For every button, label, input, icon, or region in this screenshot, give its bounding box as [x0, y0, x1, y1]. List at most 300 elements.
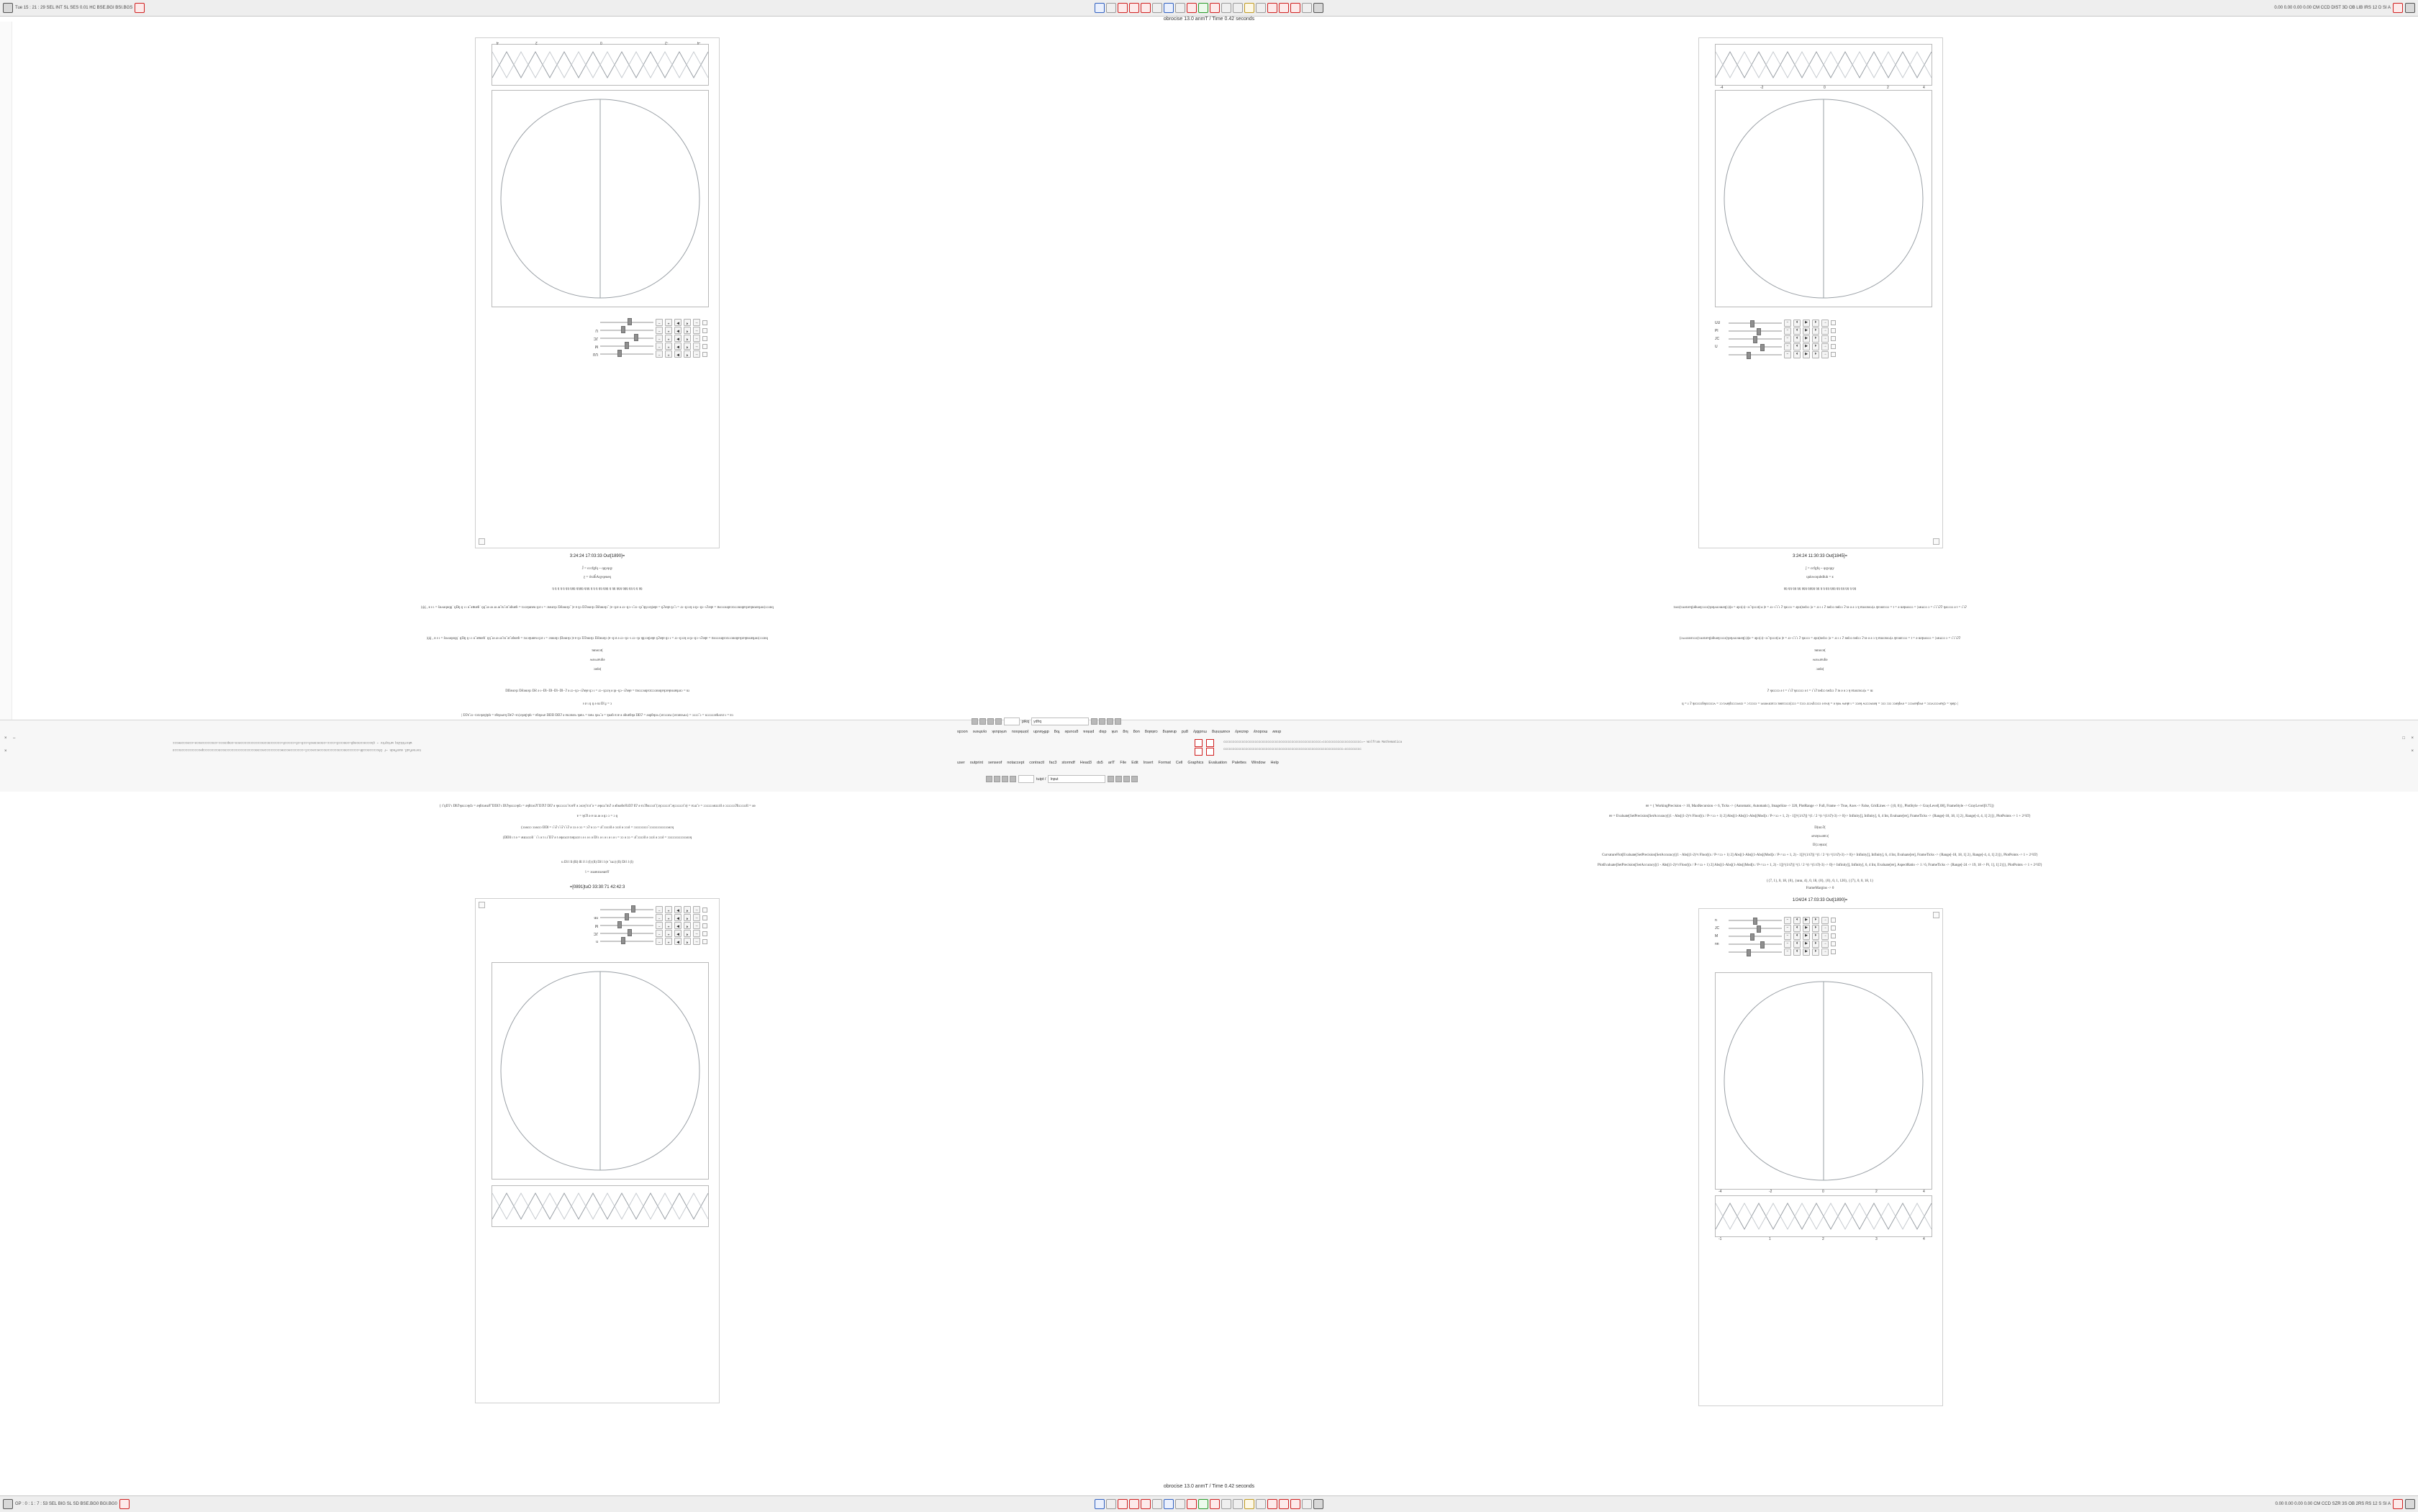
notebook-strip[interactable] [0, 720, 2418, 793]
line-icon[interactable] [1164, 1499, 1174, 1509]
slider-step-fwd-button[interactable]: + [665, 343, 672, 350]
slider-play-button[interactable]: ▶ [674, 938, 682, 946]
zoom-out-icon[interactable] [1210, 1499, 1220, 1509]
cursor-icon[interactable] [1095, 3, 1105, 13]
swatch[interactable] [1123, 776, 1130, 782]
layers-icon[interactable] [1233, 3, 1243, 13]
slider-thumb[interactable] [625, 343, 629, 350]
menu-item[interactable]: contractl [1029, 761, 1044, 765]
record-icon[interactable] [135, 3, 145, 13]
menu-item[interactable]: Graphics [1187, 761, 1204, 765]
polygon-icon[interactable] [1175, 1499, 1185, 1509]
bottom-toolbar[interactable] [0, 1495, 2418, 1512]
slider-row[interactable] [492, 327, 707, 335]
slider-track[interactable] [1729, 346, 1782, 348]
slider-minus-button[interactable]: − [656, 320, 663, 327]
input-bar-top[interactable] [972, 717, 1121, 725]
slider-step-fwd-button[interactable]: + [665, 931, 672, 938]
swatch-group-2[interactable] [1091, 718, 1121, 725]
slider-play-button[interactable]: ▶ [674, 931, 682, 938]
input-field-bottom[interactable]: Input [1048, 775, 1105, 783]
resize-handle[interactable] [479, 902, 485, 908]
slider-next-button[interactable]: → [1821, 343, 1829, 350]
pane-bottom-left[interactable] [0, 792, 1209, 1500]
slider-minus-button[interactable]: − [656, 907, 663, 914]
slider-minus-button[interactable]: − [1784, 327, 1791, 335]
stop-icon[interactable] [1118, 1499, 1128, 1509]
slider-track[interactable] [1729, 936, 1782, 937]
slider-track[interactable] [1729, 928, 1782, 929]
menu-item[interactable]: examining [1212, 729, 1231, 733]
marker-icon[interactable] [1206, 739, 1214, 747]
input-mini-field[interactable] [1018, 775, 1034, 783]
slider-step-back-button[interactable]: ⏴ [684, 335, 691, 343]
plot-card-bottom-left[interactable] [475, 898, 720, 1403]
slider-step-back-button[interactable]: ⏴ [1793, 917, 1801, 924]
slider-dot-icon[interactable] [1831, 328, 1836, 333]
panel-icon[interactable] [1313, 1499, 1323, 1509]
marker-icon[interactable] [1195, 739, 1203, 747]
slider-play-button[interactable]: ▶ [1803, 343, 1810, 350]
settings-icon[interactable] [1256, 1499, 1266, 1509]
slider-thumb[interactable] [634, 335, 638, 342]
rect-icon[interactable] [1141, 3, 1151, 13]
menu-item[interactable]: Help [1270, 761, 1279, 765]
menu-item[interactable]: disp [1099, 729, 1107, 733]
slider-step-fwd-button[interactable]: ⏵ [1812, 320, 1819, 327]
slider-minus-button[interactable]: − [1784, 351, 1791, 358]
slider-dot-icon[interactable] [702, 320, 707, 325]
slider-row[interactable] [492, 906, 707, 914]
slider-step-back-button[interactable]: ⏴ [1793, 941, 1801, 948]
slider-next-button[interactable]: → [1821, 320, 1829, 327]
slider-play-button[interactable]: ▶ [1803, 335, 1810, 343]
slider-minus-button[interactable]: − [1784, 925, 1791, 932]
slider-row[interactable] [1715, 948, 1931, 956]
superellipse-plot-bottom-left[interactable] [492, 962, 709, 1180]
slider-step-back-button[interactable]: ⏴ [1793, 925, 1801, 932]
slider-group-top-left[interactable] [492, 319, 707, 358]
menu-item[interactable]: dezsely [1235, 729, 1249, 733]
slider-dot-icon[interactable] [1831, 941, 1836, 946]
menu-item[interactable]: notaccept [1007, 761, 1025, 765]
menu-item[interactable]: user [957, 761, 965, 765]
menu-item[interactable]: Window [1251, 761, 1266, 765]
menu-item[interactable]: pintea [1083, 729, 1095, 733]
swatch[interactable] [995, 718, 1002, 725]
slider-row[interactable] [492, 335, 707, 343]
select-icon[interactable] [1106, 1499, 1116, 1509]
slider-row[interactable] [492, 930, 707, 938]
plot-card-top-right[interactable] [1698, 37, 1943, 548]
bottom-toolbar-left-group[interactable] [0, 1499, 130, 1509]
slider-thumb[interactable] [1750, 933, 1754, 941]
slider-thumb[interactable] [1753, 336, 1757, 343]
slider-dot-icon[interactable] [1831, 933, 1836, 938]
marker-icon[interactable] [1195, 748, 1203, 756]
menu-item[interactable]: unkdusk [992, 729, 1007, 733]
input-mini-field[interactable] [1004, 717, 1020, 725]
slider-thumb[interactable] [1750, 320, 1754, 327]
pane-bottom-right[interactable] [1209, 792, 2418, 1500]
record-icon[interactable] [119, 1499, 130, 1509]
slider-prev-button[interactable]: ← [693, 915, 700, 922]
plot-card-top-left[interactable] [475, 37, 720, 548]
slider-row[interactable] [492, 350, 707, 358]
slider-track[interactable] [1729, 920, 1782, 921]
cursor-icon[interactable] [1095, 1499, 1105, 1509]
close-icon[interactable] [2393, 3, 2403, 13]
swatch-group-2[interactable] [1108, 776, 1138, 782]
slider-row[interactable] [1715, 932, 1931, 940]
slider-step-fwd-button[interactable]: + [665, 320, 672, 327]
slider-play-button[interactable]: ▶ [674, 335, 682, 343]
maximize-icon[interactable] [2405, 1499, 2415, 1509]
menu-item[interactable]: jointelsou [1011, 729, 1029, 733]
menu-item[interactable]: oyshere [972, 729, 987, 733]
slider-minus-button[interactable]: − [1784, 320, 1791, 327]
slider-track[interactable] [600, 925, 653, 927]
slider-minus-button[interactable]: − [656, 351, 663, 358]
slider-play-button[interactable]: ▶ [1803, 925, 1810, 932]
zigzag-plot-top-left[interactable]: 4 2 0 -2 -4 [492, 44, 709, 86]
close-doc-icon[interactable] [1290, 1499, 1300, 1509]
slider-step-fwd-button[interactable]: ⏵ [1812, 949, 1819, 956]
slider-thumb[interactable] [1760, 941, 1765, 949]
slider-step-fwd-button[interactable]: ⏵ [1812, 351, 1819, 358]
slider-track[interactable] [600, 354, 653, 356]
slider-step-fwd-button[interactable]: + [665, 327, 672, 335]
slider-thumb[interactable] [628, 930, 632, 937]
slider-prev-button[interactable]: ← [693, 931, 700, 938]
settings-icon[interactable] [1256, 3, 1266, 13]
menu-item[interactable]: grid [1181, 729, 1189, 733]
menu-row-bottom[interactable] [957, 761, 1279, 765]
slider-track[interactable] [1729, 943, 1782, 945]
slider-next-button[interactable]: → [1821, 335, 1829, 343]
slider-step-fwd-button[interactable]: + [665, 938, 672, 946]
slider-step-back-button[interactable]: ⏴ [1793, 343, 1801, 350]
menu-item[interactable]: ditRavdn [1033, 729, 1049, 733]
slider-row[interactable] [1715, 916, 1931, 924]
slider-thumb[interactable] [625, 914, 629, 921]
menu-item[interactable]: arlT [1108, 761, 1115, 765]
slider-row[interactable] [1715, 319, 1931, 327]
resize-handle[interactable] [479, 538, 485, 545]
slider-next-button[interactable]: → [1821, 949, 1829, 956]
slider-dot-icon[interactable] [1831, 352, 1836, 357]
swatch[interactable] [1107, 718, 1113, 725]
slider-minus-button[interactable]: − [1784, 949, 1791, 956]
slider-group-top-right[interactable] [1715, 319, 1931, 358]
slider-thumb[interactable] [1760, 344, 1765, 351]
maximize-icon[interactable]: □ [2402, 736, 2405, 741]
input-field-top[interactable]: ydfrq [1031, 717, 1089, 725]
slider-dot-icon[interactable] [702, 344, 707, 349]
slider-prev-button[interactable]: ← [693, 907, 700, 914]
close-doc-icon[interactable] [1290, 3, 1300, 13]
slider-dot-icon[interactable] [702, 352, 707, 357]
slider-step-fwd-button[interactable]: ⏵ [1812, 335, 1819, 343]
slider-minus-button[interactable]: − [1784, 933, 1791, 940]
slider-track[interactable] [600, 910, 653, 911]
slider-row[interactable] [492, 938, 707, 946]
menu-item[interactable]: Evaluation [1208, 761, 1228, 765]
slider-step-fwd-button[interactable]: ⏵ [1812, 327, 1819, 335]
menu-item[interactable]: senseof [988, 761, 1002, 765]
slider-track[interactable] [1729, 951, 1782, 953]
maximize-icon[interactable] [2405, 3, 2415, 13]
slider-dot-icon[interactable] [1831, 344, 1836, 349]
pane-top-left[interactable] [0, 22, 1209, 734]
slider-prev-button[interactable]: ← [693, 335, 700, 343]
slider-prev-button[interactable]: ← [693, 343, 700, 350]
slider-track[interactable] [1729, 330, 1782, 332]
swatch-group[interactable] [986, 776, 1016, 782]
swatch[interactable] [1002, 776, 1008, 782]
record2-icon[interactable] [1129, 1499, 1139, 1509]
slider-next-button[interactable]: → [1821, 941, 1829, 948]
bottom-toolbar-right-group[interactable] [2276, 1499, 2415, 1509]
marker-icon[interactable] [1206, 748, 1214, 756]
slider-step-fwd-button[interactable]: + [665, 915, 672, 922]
menu-item[interactable]: Insert [1143, 761, 1154, 765]
color-icon[interactable] [1244, 3, 1254, 13]
slider-track[interactable] [1729, 354, 1782, 356]
menu-item[interactable]: fog [1054, 729, 1060, 733]
slider-thumb[interactable] [1753, 918, 1757, 925]
panel-icon[interactable] [1313, 3, 1323, 13]
menu-item[interactable]: draw [1272, 729, 1282, 733]
slider-step-back-button[interactable]: ⏴ [684, 931, 691, 938]
slider-step-back-button[interactable]: ⏴ [684, 351, 691, 358]
slider-step-back-button[interactable]: ⏴ [1793, 320, 1801, 327]
slider-row[interactable] [492, 914, 707, 922]
menu-item[interactable]: unk [1111, 729, 1118, 733]
rect-icon[interactable] [1141, 1499, 1151, 1509]
menu-item[interactable]: Palettes [1232, 761, 1246, 765]
superellipse-plot-top-right[interactable] [1715, 90, 1932, 307]
menu-item[interactable]: lug [1123, 729, 1128, 733]
circle-icon[interactable] [1152, 3, 1162, 13]
zigzag-plot-top-right[interactable]: -4 -2 0 2 4 [1715, 44, 1932, 86]
slider-play-button[interactable]: ▶ [674, 351, 682, 358]
swatch[interactable] [1131, 776, 1138, 782]
slider-dot-icon[interactable] [702, 336, 707, 341]
circle-icon[interactable] [1152, 1499, 1162, 1509]
slider-step-back-button[interactable]: ⏴ [1793, 949, 1801, 956]
menu-item[interactable]: grourde [1064, 729, 1079, 733]
slider-row[interactable] [1715, 327, 1931, 335]
slider-track[interactable] [1729, 338, 1782, 340]
slider-track[interactable] [600, 918, 653, 919]
slider-play-button[interactable]: ▶ [1803, 351, 1810, 358]
pane-top-right[interactable] [1209, 22, 2418, 734]
slider-thumb[interactable] [1757, 328, 1761, 335]
slider-minus-button[interactable]: − [656, 343, 663, 350]
slider-next-button[interactable]: → [1821, 351, 1829, 358]
text-icon[interactable] [1187, 3, 1197, 13]
swatch[interactable] [1115, 776, 1122, 782]
slider-step-fwd-button[interactable]: ⏵ [1812, 941, 1819, 948]
slider-thumb[interactable] [617, 350, 622, 358]
slider-step-fwd-button[interactable]: ⏵ [1812, 925, 1819, 932]
slider-play-button[interactable]: ▶ [1803, 320, 1810, 327]
slider-play-button[interactable]: ▶ [674, 343, 682, 350]
text-icon[interactable] [1187, 1499, 1197, 1509]
slider-step-fwd-button[interactable]: ⏵ [1812, 933, 1819, 940]
slider-dot-icon[interactable] [702, 328, 707, 333]
slider-step-fwd-button[interactable]: ⏵ [1812, 343, 1819, 350]
slider-prev-button[interactable]: ← [693, 320, 700, 327]
record2-icon[interactable] [1129, 3, 1139, 13]
plot-card-bottom-right[interactable] [1698, 908, 1943, 1406]
menu-item[interactable]: uog [1133, 729, 1140, 733]
grid-icon[interactable] [1221, 3, 1231, 13]
menu-item[interactable]: Head3 [1079, 761, 1092, 765]
slider-track[interactable] [600, 346, 653, 348]
toolbar-center-group[interactable] [1095, 3, 1323, 13]
toolbar-left-group[interactable] [0, 3, 147, 13]
swatch[interactable] [1099, 718, 1105, 725]
swatch[interactable] [979, 718, 986, 725]
color-icon[interactable] [1244, 1499, 1254, 1509]
slider-minus-button[interactable]: − [1784, 343, 1791, 350]
swatch[interactable] [986, 776, 992, 782]
bottom-toolbar-center-group[interactable] [1095, 1499, 1323, 1509]
slider-dot-icon[interactable] [702, 931, 707, 936]
select-icon[interactable] [1106, 3, 1116, 13]
grid-icon[interactable] [1221, 1499, 1231, 1509]
slider-minus-button[interactable]: − [1784, 941, 1791, 948]
slider-play-button[interactable]: ▶ [1803, 941, 1810, 948]
slider-next-button[interactable]: → [1821, 933, 1829, 940]
slider-minus-button[interactable]: − [656, 915, 663, 922]
slider-row[interactable] [1715, 335, 1931, 343]
slider-thumb[interactable] [621, 938, 625, 945]
file-icon[interactable] [3, 1499, 13, 1509]
menu-item[interactable]: File [1120, 761, 1127, 765]
resize-handle[interactable] [1933, 538, 1939, 545]
menu-item[interactable]: mudibly [1193, 729, 1207, 733]
top-toolbar[interactable] [0, 0, 2418, 17]
slider-track[interactable] [600, 322, 653, 324]
slider-step-back-button[interactable]: ⏴ [1793, 327, 1801, 335]
slider-row[interactable] [492, 343, 707, 350]
slider-minus-button[interactable]: − [656, 327, 663, 335]
zigzag-plot-bottom-left[interactable] [492, 1185, 709, 1227]
menu-item[interactable]: Cell [1175, 761, 1183, 765]
swatch[interactable] [1010, 776, 1016, 782]
slider-row[interactable] [1715, 350, 1931, 358]
slider-track[interactable] [600, 330, 653, 332]
superellipse-plot-bottom-right[interactable] [1715, 972, 1932, 1194]
slider-step-back-button[interactable]: ⏴ [684, 327, 691, 335]
menu-item[interactable]: stormdf [1061, 761, 1075, 765]
line-icon[interactable] [1164, 3, 1174, 13]
slider-step-fwd-button[interactable]: + [665, 351, 672, 358]
layers-icon[interactable] [1233, 1499, 1243, 1509]
slider-prev-button[interactable]: ← [693, 351, 700, 358]
superellipse-plot-top-left[interactable] [492, 90, 709, 307]
slider-row[interactable] [1715, 924, 1931, 932]
slider-prev-button[interactable]: ← [693, 327, 700, 335]
more-icon[interactable] [1302, 1499, 1312, 1509]
slider-track[interactable] [600, 338, 653, 340]
swatch-group[interactable] [972, 718, 1002, 725]
swatch[interactable] [1115, 718, 1121, 725]
slider-row[interactable] [492, 922, 707, 930]
close-icon[interactable] [2393, 1499, 2403, 1509]
swatch[interactable] [1108, 776, 1114, 782]
slider-step-back-button[interactable]: ⏴ [1793, 335, 1801, 343]
slider-minus-button[interactable]: − [1784, 917, 1791, 924]
menu-item[interactable]: drawing [1162, 729, 1177, 733]
resize-handle[interactable] [1933, 912, 1939, 918]
alert-icon[interactable] [1267, 1499, 1277, 1509]
slider-next-button[interactable]: → [1821, 925, 1829, 932]
slider-track[interactable] [1729, 322, 1782, 324]
slider-thumb[interactable] [617, 922, 622, 929]
close-icon[interactable]: × [2411, 736, 2414, 741]
slider-group-bottom-left[interactable] [492, 906, 707, 946]
menu-row-top[interactable] [957, 729, 1281, 733]
slider-play-button[interactable]: ▶ [674, 327, 682, 335]
slider-next-button[interactable]: → [1821, 327, 1829, 335]
slider-thumb[interactable] [621, 327, 625, 334]
slider-minus-button[interactable]: − [656, 938, 663, 946]
delete-icon[interactable] [1279, 1499, 1289, 1509]
slider-step-fwd-button[interactable]: + [665, 923, 672, 930]
menu-item[interactable]: catalog [1144, 729, 1158, 733]
slider-minus-button[interactable]: − [656, 335, 663, 343]
slider-minus-button[interactable]: − [656, 931, 663, 938]
slider-play-button[interactable]: ▶ [1803, 949, 1810, 956]
slider-minus-button[interactable]: − [1784, 335, 1791, 343]
slider-dot-icon[interactable] [702, 923, 707, 928]
slider-dot-icon[interactable] [702, 915, 707, 920]
zigzag-plot-bottom-right[interactable] [1715, 1195, 1932, 1241]
slider-step-back-button[interactable]: ⏴ [684, 343, 691, 350]
slider-step-back-button[interactable]: ⏴ [684, 907, 691, 914]
slider-track[interactable] [600, 941, 653, 943]
slider-play-button[interactable]: ▶ [674, 915, 682, 922]
slider-play-button[interactable]: ▶ [674, 923, 682, 930]
zoom-out-icon[interactable] [1210, 3, 1220, 13]
slider-play-button[interactable]: ▶ [1803, 327, 1810, 335]
slider-thumb[interactable] [1747, 352, 1751, 359]
slider-dot-icon[interactable] [702, 939, 707, 944]
slider-step-back-button[interactable]: ⏴ [684, 915, 691, 922]
slider-dot-icon[interactable] [702, 907, 707, 913]
swatch[interactable] [987, 718, 994, 725]
slider-play-button[interactable]: ▶ [1803, 933, 1810, 940]
slider-play-button[interactable]: ▶ [1803, 917, 1810, 924]
slider-dot-icon[interactable] [1831, 918, 1836, 923]
menu-item[interactable]: modouy [1253, 729, 1268, 733]
close-icon[interactable]: × [2411, 749, 2414, 753]
slider-thumb[interactable] [631, 906, 635, 913]
close-icon[interactable]: × [4, 736, 7, 741]
swatch[interactable] [972, 718, 978, 725]
slider-prev-button[interactable]: ← [693, 938, 700, 946]
slider-row[interactable] [1715, 940, 1931, 948]
slider-thumb[interactable] [628, 319, 632, 326]
slider-thumb[interactable] [1757, 925, 1761, 933]
slider-row[interactable] [1715, 343, 1931, 350]
slider-track[interactable] [600, 933, 653, 935]
swatch[interactable] [1091, 718, 1097, 725]
